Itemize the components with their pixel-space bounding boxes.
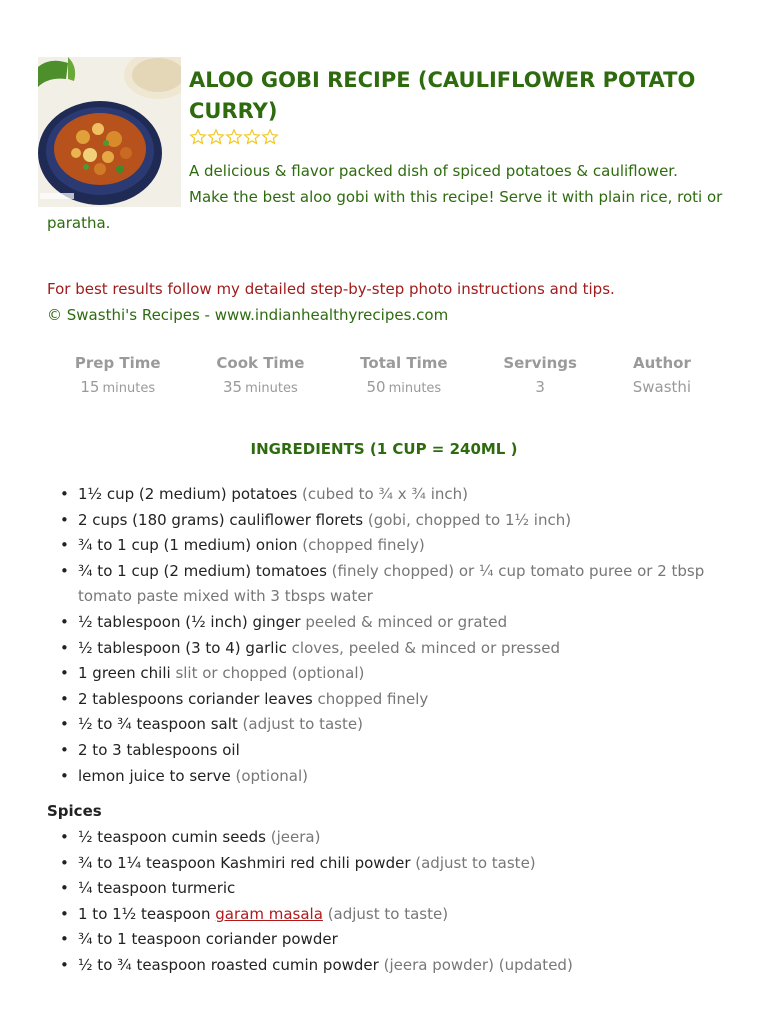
meta-number: 50 bbox=[366, 378, 386, 396]
star-icon[interactable] bbox=[189, 128, 207, 146]
meta-prep-time bbox=[75, 352, 161, 402]
spice-item bbox=[0, 953, 718, 979]
best-results-note: For best results follow my detailed step-by-step photo instructions and tips. bbox=[47, 280, 615, 298]
meta-unit: minutes bbox=[245, 381, 298, 396]
meta-value bbox=[366, 374, 441, 402]
meta-label: Total Time bbox=[360, 354, 448, 372]
ingredient-item bbox=[0, 764, 718, 790]
meta-author bbox=[633, 352, 691, 402]
ingredient-item bbox=[0, 559, 718, 610]
meta-value: 3 bbox=[535, 378, 545, 396]
star-icon[interactable] bbox=[225, 128, 243, 146]
spice-main: ½ teaspoon cumin seeds bbox=[78, 828, 266, 846]
ingredient-main: ¾ to 1 cup (2 medium) tomatoes bbox=[78, 561, 327, 580]
ingredient-item bbox=[0, 738, 718, 764]
spice-main: ¼ teaspoon turmeric bbox=[78, 879, 236, 898]
meta-value bbox=[223, 374, 298, 402]
ingredient-note: (chopped finely) bbox=[302, 536, 425, 555]
ingredient-main: ¾ to 1 cup (1 medium) onion bbox=[78, 536, 298, 555]
ingredient-note: (adjust to taste) bbox=[242, 715, 363, 734]
ingredient-main: ½ tablespoon (3 to 4) garlic bbox=[78, 638, 287, 657]
star-icon[interactable] bbox=[243, 128, 261, 146]
meta-unit: minutes bbox=[102, 381, 156, 396]
recipe-title: ALOO GOBI RECIPE (CAULIFLOWER POTATO CURRY) bbox=[189, 68, 696, 123]
spices-heading: Spices bbox=[47, 802, 102, 820]
meta-servings bbox=[503, 352, 577, 402]
spice-main: ¾ to 1 teaspoon coriander powder bbox=[78, 930, 338, 949]
meta-value: Swasthi bbox=[632, 378, 692, 396]
meta-label: Author bbox=[633, 354, 691, 372]
ingredient-note: slit or chopped (optional) bbox=[175, 664, 365, 683]
recipe-meta bbox=[47, 352, 719, 402]
ingredient-main: lemon juice to serve bbox=[78, 766, 231, 785]
ingredient-main: 2 tablespoons coriander leaves bbox=[78, 689, 313, 708]
spice-note: (adjust to taste) bbox=[327, 904, 449, 923]
ingredient-item bbox=[0, 661, 718, 687]
ingredient-note: (cubed to ¾ x ¾ inch) bbox=[301, 485, 468, 503]
ingredient-item bbox=[0, 636, 718, 662]
meta-cook-time bbox=[216, 352, 304, 402]
rating-stars[interactable] bbox=[189, 128, 279, 146]
ingredient-item bbox=[0, 712, 718, 738]
ingredient-note: chopped finely bbox=[317, 689, 429, 708]
ingredient-main: ½ to ¾ teaspoon salt bbox=[78, 715, 238, 734]
meta-number: 15 bbox=[80, 378, 100, 396]
ingredient-note: (optional) bbox=[235, 766, 308, 785]
ingredient-main: 1 green chili bbox=[78, 664, 171, 683]
ingredients-heading: INGREDIENTS (1 CUP = 240ML ) bbox=[250, 440, 518, 458]
spice-item bbox=[0, 851, 718, 877]
ingredient-note: cloves, peeled & minced or pressed bbox=[291, 638, 560, 657]
spice-main: ¾ to 1¼ teaspoon Kashmiri red chili powder bbox=[78, 853, 411, 872]
spice-item bbox=[0, 825, 718, 851]
description-line: paratha. bbox=[47, 214, 111, 232]
spice-main: ½ to ¾ teaspoon roasted cumin powder bbox=[78, 955, 379, 974]
spice-item bbox=[0, 902, 718, 928]
ingredient-main: ½ tablespoon (½ inch) ginger bbox=[78, 612, 301, 631]
spice-item bbox=[0, 876, 718, 902]
ingredient-item bbox=[0, 533, 718, 559]
ingredient-item bbox=[0, 508, 718, 534]
ingredient-item bbox=[0, 610, 718, 636]
recipe-thumbnail[interactable] bbox=[38, 57, 181, 207]
spice-item bbox=[0, 927, 718, 953]
meta-value bbox=[80, 374, 155, 402]
ingredient-main: 2 cups (180 grams) cauliflower florets bbox=[78, 510, 364, 529]
meta-label: Prep Time bbox=[74, 354, 161, 372]
meta-unit: minutes bbox=[388, 381, 442, 396]
meta-label: Servings bbox=[503, 354, 577, 372]
ingredient-item bbox=[0, 687, 718, 713]
spice-note: (jeera) bbox=[270, 828, 321, 846]
star-icon[interactable] bbox=[207, 128, 225, 146]
spice-main: 1 to 1½ teaspoon bbox=[78, 904, 211, 923]
meta-total-time bbox=[360, 352, 447, 402]
garam-masala-link[interactable]: garam masala bbox=[215, 904, 323, 923]
spice-note: (adjust to taste) bbox=[415, 853, 536, 872]
meta-label: Cook Time bbox=[216, 354, 305, 372]
spice-note: (jeera powder) (updated) bbox=[383, 955, 573, 974]
aloo-gobi-photo bbox=[38, 57, 181, 207]
ingredient-note: peeled & minced or grated bbox=[305, 612, 508, 631]
ingredient-main: 2 to 3 tablespoons oil bbox=[78, 740, 240, 759]
description-line: Make the best aloo gobi with this recipe! Serve it with plain rice, roti or bbox=[189, 188, 723, 206]
ingredients-list bbox=[0, 482, 718, 789]
star-icon[interactable] bbox=[261, 128, 279, 146]
ingredient-item bbox=[0, 482, 718, 508]
ingredient-note: (finely chopped) or ¼ cup tomato puree or 2 tbsp tomato paste mixed with 3 tbsps water bbox=[78, 561, 705, 606]
description-line: A delicious & flavor packed dish of spiced potatoes & cauliflower. bbox=[189, 162, 678, 180]
meta-number: 35 bbox=[223, 378, 243, 396]
ingredient-main: 1½ cup (2 medium) potatoes bbox=[78, 485, 298, 503]
spices-list bbox=[0, 825, 718, 979]
copyright-line: © Swasthi's Recipes - www.indianhealthyrecipes.com bbox=[47, 306, 449, 324]
ingredient-note: (gobi, chopped to 1½ inch) bbox=[367, 510, 572, 529]
